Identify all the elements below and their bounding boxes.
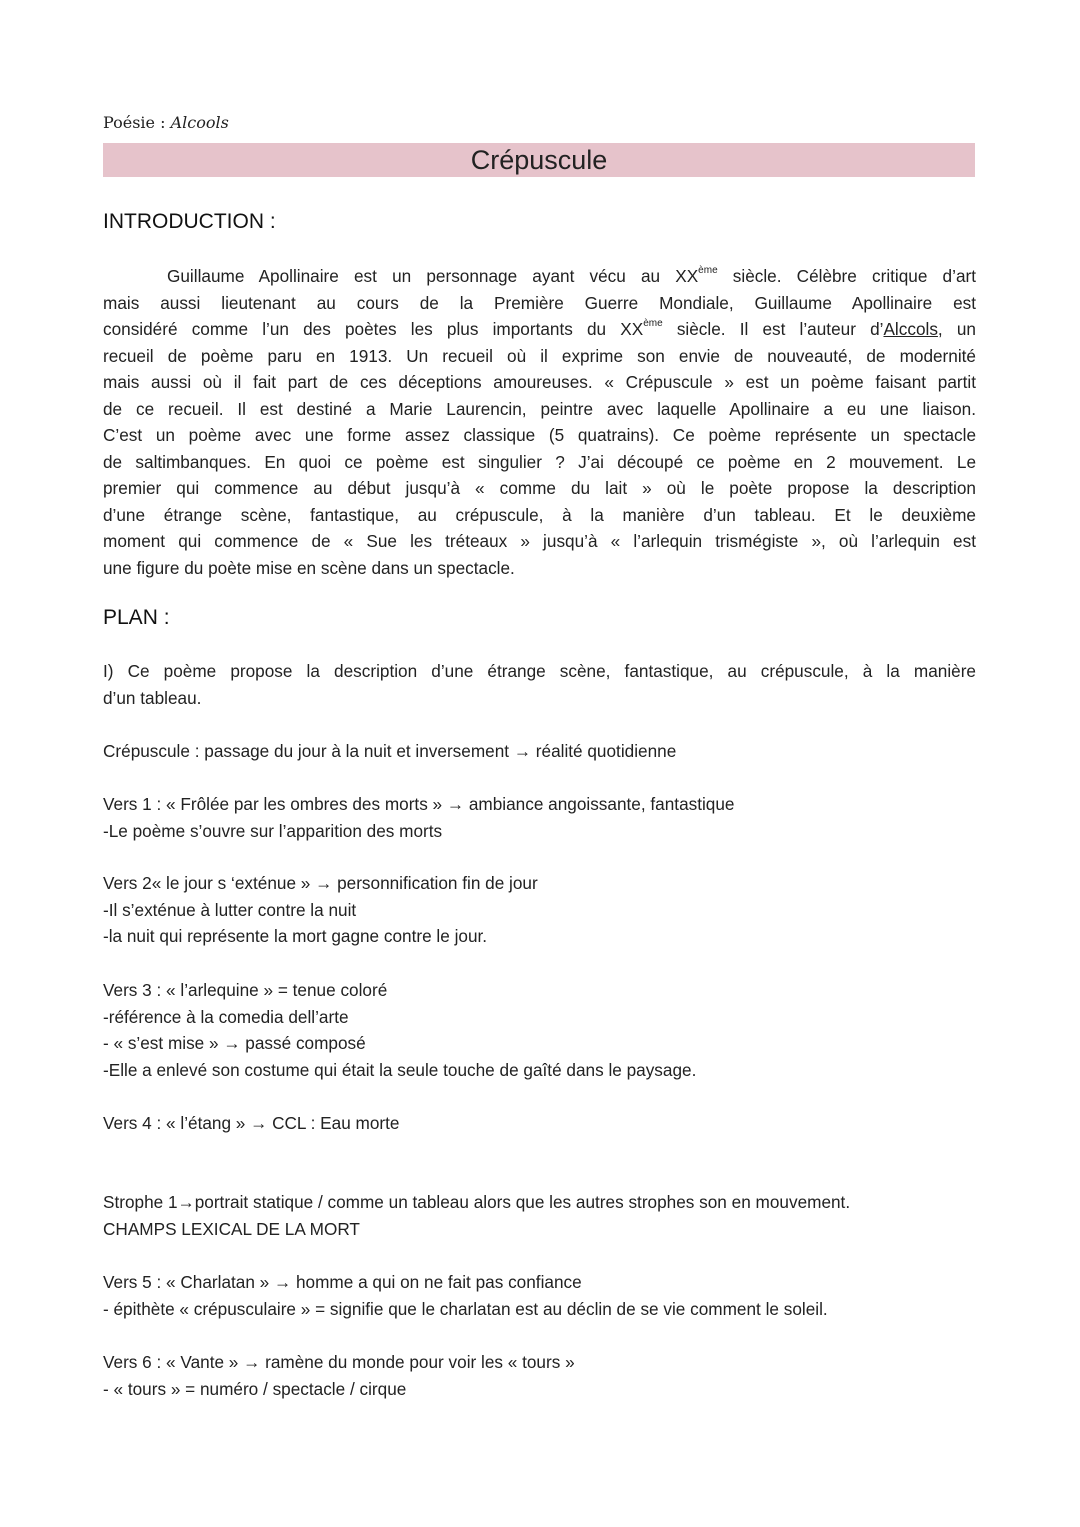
introduction-heading: INTRODUCTION :	[103, 210, 276, 233]
intro-text: , un	[937, 319, 976, 339]
intro-line	[103, 263, 976, 290]
work-title-underlined: Alccols	[883, 319, 938, 339]
plan-line: -référence à la comedia dell’arte	[103, 1006, 349, 1027]
plan-line: Vers 2« le jour s ‘exténue » → personnification fin de jour	[103, 873, 538, 893]
intro-line: une figure du poète mise en scène dans un spectacle.	[103, 557, 515, 578]
plan-line: Strophe 1→portrait statique / comme un tableau alors que les autres strophes son en mouvement.	[103, 1192, 851, 1212]
intro-line: moment qui commence de « Sue les tréteaux » jusqu’à « l’arlequin trismégiste », où l’arlequin est	[103, 531, 976, 551]
plan-line: - épithète « crépusculaire » = signifie que le charlatan est au déclin de se vie comment le soleil.	[103, 1298, 828, 1319]
plan-line: Vers 1 : « Frôlée par les ombres des morts » → ambiance angoissante, fantastique	[103, 794, 735, 814]
intro-line: de saltimbanques. En quoi ce poème est singulier ? J’ai découpé ce poème en 2 mouvement. Le	[103, 451, 976, 472]
intro-text: Guillaume Apollinaire est un personnage ayant vécu au XX	[167, 266, 699, 286]
plan-line: -la nuit qui représente la mort gagne contre le jour.	[103, 926, 488, 946]
intro-text: considéré comme l’un des poètes les plus importants du XX	[103, 319, 644, 339]
plan-line: -Le poème s’ouvre sur l’apparition des morts	[103, 820, 443, 841]
plan-line: - « tours » = numéro / spectacle / cirque	[103, 1378, 407, 1399]
intro-line	[103, 316, 976, 343]
intro-text: siècle. Célèbre critique d’art	[717, 266, 976, 286]
intro-line: premier qui commence au début jusqu’à « comme du lait » où le poète propose la description	[103, 478, 976, 498]
intro-text: siècle. Il est l’auteur d’	[662, 319, 884, 339]
vers-3-notes	[103, 977, 976, 1083]
plan-line: -Elle a enlevé son costume qui était la seule touche de gaîté dans le paysage.	[103, 1059, 697, 1080]
intro-line: recueil de poème paru en 1913. Un recueil où il exprime son envie de nouveauté, de modernité	[103, 345, 976, 366]
page-title: Crépuscule	[470, 145, 608, 175]
vers-6-notes	[103, 1349, 976, 1402]
vers-5-notes	[103, 1269, 976, 1322]
plan-line: d’un tableau.	[103, 687, 202, 708]
title-banner	[103, 143, 975, 177]
plan-line: Vers 5 : « Charlatan » → homme a qui on ne fait pas confiance	[103, 1272, 582, 1292]
intro-line: mais aussi où il fait part de ces déceptions amoureuses. « Crépuscule » est un poème faisant partit	[103, 372, 976, 392]
vers-2-notes	[103, 870, 976, 950]
header-work: Alcools	[170, 113, 229, 132]
strophe-1-notes	[103, 1189, 976, 1242]
plan-line: Vers 4 : « l’étang » → CCL : Eau morte	[103, 1113, 400, 1133]
plan-line: Crépuscule : passage du jour à la nuit et inversement → réalité quotidienne	[103, 741, 677, 761]
vers-4-notes	[103, 1110, 976, 1137]
intro-line: de ce recueil. Il est destiné a Marie Laurencin, peintre avec laquelle Apollinaire a eu une liaison.	[103, 398, 976, 419]
superscript: ème	[698, 265, 718, 276]
vers-1-notes	[103, 791, 976, 844]
plan-line: Vers 6 : « Vante » → ramène du monde pour voir les « tours »	[103, 1352, 575, 1372]
plan-line: -Il s’exténue à lutter contre la nuit	[103, 899, 357, 920]
plan-line: CHAMPS LEXICAL DE LA MORT	[103, 1218, 360, 1239]
superscript: ème	[643, 318, 663, 329]
crepuscule-definition	[103, 738, 976, 765]
intro-line: C’est un poème avec une forme assez classique (5 quatrains). Ce poème représente un spectacle	[103, 425, 976, 445]
plan-part-1-title	[103, 658, 976, 711]
plan-heading: PLAN :	[103, 606, 170, 629]
intro-line: d’une étrange scène, fantastique, au crépuscule, à la manière d’un tableau. Et le deuxième	[103, 504, 976, 525]
plan-line: - « s’est mise » → passé composé	[103, 1033, 366, 1053]
header-subject: Poésie :	[103, 113, 171, 132]
document-header	[103, 113, 229, 132]
plan-line: Vers 3 : « l’arlequine » = tenue coloré	[103, 980, 388, 1000]
intro-line: mais aussi lieutenant au cours de la Première Guerre Mondiale, Guillaume Apollinaire est	[103, 292, 976, 313]
introduction-paragraph	[103, 263, 976, 581]
plan-line: I) Ce poème propose la description d’une étrange scène, fantastique, au crépuscule, à la manière	[103, 661, 976, 681]
